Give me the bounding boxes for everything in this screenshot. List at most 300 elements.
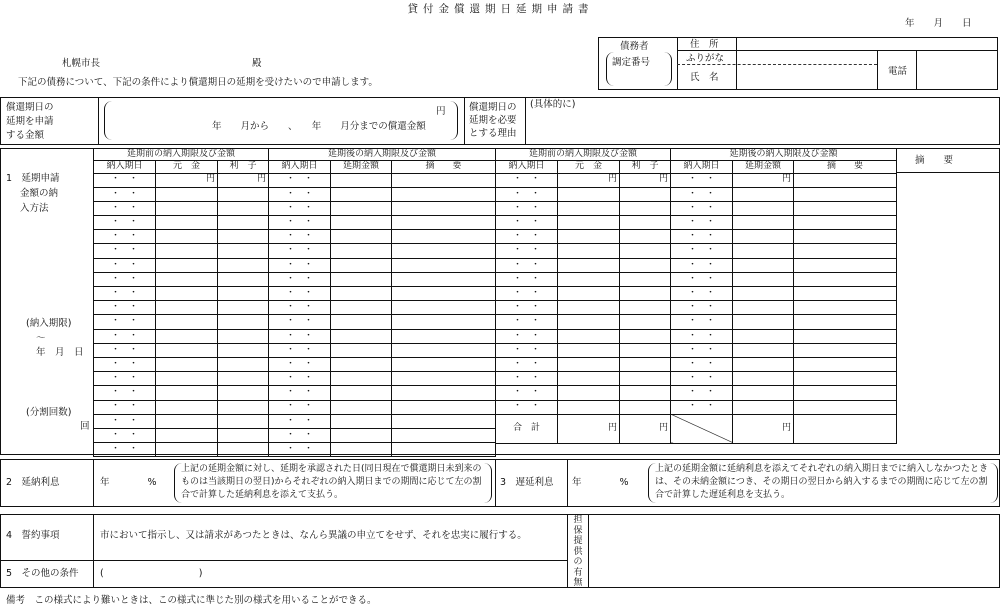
principal-cell[interactable]: [156, 216, 218, 230]
late-interest-text: 上記の延期金額に延納利息を添えてそれぞれの納入期日までに納入しなかつたときは、その未納金額につき、その期日の翌日から納入するまでの期間に応じて左の割合で計算した遅延利息を支払う。: [655, 464, 989, 500]
ext-amount-cell[interactable]: [331, 386, 392, 400]
principal-cell[interactable]: [558, 216, 620, 230]
interest-cell[interactable]: [620, 287, 671, 301]
principal-cell[interactable]: [558, 329, 620, 343]
ext-amount-cell[interactable]: [331, 428, 392, 442]
note-cell[interactable]: [794, 400, 897, 414]
reason-label: 償還期日の 延期を必要 とする理由: [469, 102, 517, 139]
note-cell[interactable]: [392, 173, 496, 187]
interest-cell[interactable]: [620, 201, 671, 215]
ext-amount-cell[interactable]: [733, 201, 794, 215]
interest-cell[interactable]: [218, 187, 269, 201]
ext-amount-cell[interactable]: [331, 287, 392, 301]
form-title: 貸付金償還期日延期申請書: [407, 3, 594, 15]
note-cell[interactable]: [794, 329, 897, 343]
table-row: [94, 201, 496, 215]
due-date-cell[interactable]: ・ ・: [94, 372, 156, 386]
new-due-date-cell[interactable]: ・ ・: [671, 230, 733, 244]
ext-amount-cell[interactable]: [733, 386, 794, 400]
ext-amount-cell[interactable]: [733, 187, 794, 201]
principal-cell[interactable]: [558, 357, 620, 371]
new-due-date-cell[interactable]: ・ ・: [269, 343, 331, 357]
principal-cell[interactable]: [558, 400, 620, 414]
principal-cell[interactable]: [156, 301, 218, 315]
amount-yen: 円: [436, 106, 446, 117]
new-due-date-cell[interactable]: ・ ・: [671, 201, 733, 215]
principal-cell[interactable]: [156, 414, 218, 428]
principal-cell[interactable]: [156, 201, 218, 215]
total-ext-amount[interactable]: 円: [733, 414, 794, 443]
interest-cell[interactable]: [218, 201, 269, 215]
term-wave: 〜: [36, 333, 46, 344]
table-row: [496, 201, 897, 215]
ext-amount-cell[interactable]: [331, 301, 392, 315]
principal-cell[interactable]: [558, 258, 620, 272]
due-date-cell[interactable]: ・ ・: [94, 329, 156, 343]
new-due-date-cell[interactable]: ・ ・: [269, 301, 331, 315]
interest-cell[interactable]: [218, 428, 269, 442]
ext-amount-cell[interactable]: [331, 272, 392, 286]
principal-cell[interactable]: [558, 272, 620, 286]
principal-cell[interactable]: [558, 187, 620, 201]
new-due-date-cell[interactable]: ・ ・: [269, 443, 331, 457]
note-cell[interactable]: [392, 400, 496, 414]
due-date-cell[interactable]: ・ ・: [496, 329, 558, 343]
note-cell[interactable]: [392, 244, 496, 258]
new-due-date-cell[interactable]: ・ ・: [269, 258, 331, 272]
ext-amount-cell[interactable]: [733, 400, 794, 414]
table-row: [94, 272, 496, 286]
new-due-date-cell[interactable]: ・ ・: [671, 216, 733, 230]
total-note[interactable]: [794, 414, 897, 443]
total-interest[interactable]: 円: [620, 414, 671, 443]
table-row: [94, 372, 496, 386]
due-date-cell[interactable]: ・ ・: [496, 343, 558, 357]
due-date-cell[interactable]: ・ ・: [496, 386, 558, 400]
principal-cell[interactable]: [156, 187, 218, 201]
note-cell[interactable]: [392, 272, 496, 286]
due-date-cell[interactable]: ・ ・: [496, 315, 558, 329]
due-date-cell[interactable]: ・ ・: [94, 428, 156, 442]
interest-cell[interactable]: [218, 400, 269, 414]
due-date-cell[interactable]: ・ ・: [496, 187, 558, 201]
principal-cell[interactable]: [156, 272, 218, 286]
payment-label: 1 延期申請 金額の納 入方法: [6, 173, 60, 214]
schedule-table-right: [495, 148, 897, 444]
ext-amount-cell[interactable]: [331, 443, 392, 457]
note-cell[interactable]: [392, 230, 496, 244]
new-due-date-cell[interactable]: ・ ・: [671, 386, 733, 400]
principal-cell[interactable]: [558, 386, 620, 400]
collateral-label: 担保提供の有無: [573, 515, 583, 588]
principal-cell[interactable]: [156, 443, 218, 457]
interest-cell[interactable]: [218, 372, 269, 386]
due-date-cell[interactable]: ・ ・: [94, 201, 156, 215]
principal-cell[interactable]: [156, 258, 218, 272]
due-date-cell[interactable]: ・ ・: [496, 230, 558, 244]
col-note-right: 摘 要: [794, 161, 897, 173]
ext-amount-cell[interactable]: 円: [733, 173, 794, 187]
interest-cell[interactable]: [218, 343, 269, 357]
table-row: [94, 386, 496, 400]
col-ext-amount-right: 延期金額: [733, 161, 794, 173]
table-row: [496, 386, 897, 400]
ext-amount-cell[interactable]: [331, 400, 392, 414]
table-row: [94, 244, 496, 258]
new-due-date-cell[interactable]: ・ ・: [671, 173, 733, 187]
note-cell[interactable]: [392, 357, 496, 371]
new-due-date-cell[interactable]: ・ ・: [671, 287, 733, 301]
due-date-cell[interactable]: ・ ・: [94, 187, 156, 201]
interest-cell[interactable]: [620, 244, 671, 258]
new-due-date-cell[interactable]: ・ ・: [269, 428, 331, 442]
interest-cell[interactable]: [218, 357, 269, 371]
due-date-cell[interactable]: ・ ・: [94, 357, 156, 371]
note-cell[interactable]: [392, 216, 496, 230]
table-row: [496, 372, 897, 386]
ext-amount-cell[interactable]: [733, 315, 794, 329]
interest-cell[interactable]: [620, 187, 671, 201]
table-row: [94, 400, 496, 414]
new-due-date-cell[interactable]: ・ ・: [269, 201, 331, 215]
ext-amount-cell[interactable]: [733, 216, 794, 230]
ext-amount-cell[interactable]: [331, 357, 392, 371]
amount-period: 年 月から 、 年 月分までの償還金額: [212, 121, 426, 132]
note-cell[interactable]: [794, 244, 897, 258]
due-date-cell[interactable]: ・ ・: [94, 244, 156, 258]
note-cell[interactable]: [794, 230, 897, 244]
interest-cell[interactable]: [218, 230, 269, 244]
note-cell[interactable]: [392, 329, 496, 343]
due-date-cell[interactable]: ・ ・: [496, 301, 558, 315]
due-date-cell[interactable]: ・ ・: [496, 244, 558, 258]
name-label: 氏 名: [690, 72, 719, 83]
note-cell[interactable]: [794, 201, 897, 215]
note-cell[interactable]: [392, 443, 496, 457]
note-cell[interactable]: [794, 372, 897, 386]
ext-amount-cell[interactable]: [733, 372, 794, 386]
note-cell[interactable]: [392, 372, 496, 386]
new-due-date-cell[interactable]: ・ ・: [269, 287, 331, 301]
table-row: [496, 216, 897, 230]
interest-label: 2 延納利息: [6, 477, 60, 488]
interest-cell[interactable]: [620, 386, 671, 400]
ext-amount-cell[interactable]: [331, 187, 392, 201]
intro-text: 下記の債務について、下記の条件により償還期日の延期を受けたいので申請します。: [18, 77, 378, 88]
due-date-cell[interactable]: ・ ・: [496, 201, 558, 215]
note-cell[interactable]: [392, 428, 496, 442]
table-row: [94, 173, 496, 187]
ext-amount-cell[interactable]: [733, 301, 794, 315]
principal-cell[interactable]: [558, 287, 620, 301]
due-date-cell[interactable]: ・ ・: [94, 414, 156, 428]
due-date-cell[interactable]: ・ ・: [94, 443, 156, 457]
ext-amount-cell[interactable]: [733, 244, 794, 258]
term-date: 年 月 日: [36, 347, 84, 358]
after-header-right: 延期後の納入期限及び金額: [671, 149, 897, 161]
due-date-cell[interactable]: ・ ・: [94, 301, 156, 315]
date-label: 年 月 日: [905, 18, 972, 29]
col-interest: 利 子: [218, 161, 269, 173]
note-cell[interactable]: [794, 343, 897, 357]
table-row: [94, 230, 496, 244]
honorific: 殿: [252, 58, 262, 69]
ext-amount-cell[interactable]: [733, 343, 794, 357]
due-date-cell[interactable]: ・ ・: [94, 386, 156, 400]
principal-cell[interactable]: [156, 315, 218, 329]
interest-cell[interactable]: [218, 287, 269, 301]
principal-cell[interactable]: [156, 372, 218, 386]
new-due-date-cell[interactable]: ・ ・: [671, 301, 733, 315]
note-cell[interactable]: [794, 272, 897, 286]
note-cell[interactable]: [794, 287, 897, 301]
due-date-cell[interactable]: ・ ・: [94, 230, 156, 244]
ext-amount-cell[interactable]: [733, 329, 794, 343]
new-due-date-cell[interactable]: ・ ・: [269, 414, 331, 428]
col-due-after-right: 納入期日: [671, 161, 733, 173]
note-cell[interactable]: [794, 187, 897, 201]
new-due-date-cell[interactable]: ・ ・: [671, 272, 733, 286]
principal-cell[interactable]: [156, 386, 218, 400]
note-cell[interactable]: [392, 301, 496, 315]
interest-cell[interactable]: [620, 372, 671, 386]
new-due-date-cell[interactable]: ・ ・: [269, 244, 331, 258]
due-date-cell[interactable]: ・ ・: [94, 272, 156, 286]
new-due-date-cell[interactable]: ・ ・: [671, 315, 733, 329]
due-date-cell[interactable]: ・ ・: [94, 400, 156, 414]
note-cell[interactable]: [392, 258, 496, 272]
due-date-cell[interactable]: ・ ・: [94, 258, 156, 272]
due-date-cell[interactable]: ・ ・: [94, 315, 156, 329]
col-due: 納入期日: [94, 161, 156, 173]
due-date-cell[interactable]: ・ ・: [94, 173, 156, 187]
principal-cell[interactable]: [156, 357, 218, 371]
interest-cell[interactable]: [218, 216, 269, 230]
new-due-date-cell[interactable]: ・ ・: [269, 315, 331, 329]
total-row: [496, 414, 897, 443]
interest-cell[interactable]: [620, 301, 671, 315]
ext-amount-cell[interactable]: [733, 272, 794, 286]
pledge-text: 市において指示し、又は請求があつたときは、なんら異議の申立てをせず、それを忠実に履行する。: [100, 530, 527, 541]
note-cell[interactable]: [794, 386, 897, 400]
ext-amount-cell[interactable]: [331, 216, 392, 230]
furigana-label: ふりがな: [686, 53, 725, 64]
pledge-label: 4 誓約事項: [6, 530, 60, 541]
principal-cell[interactable]: [558, 315, 620, 329]
ext-amount-cell[interactable]: [733, 230, 794, 244]
due-date-cell[interactable]: ・ ・: [496, 287, 558, 301]
table-row: [94, 216, 496, 230]
interest-cell[interactable]: [218, 301, 269, 315]
schedule-table-left: [93, 148, 496, 457]
amount-label: 償還期日の 延期を申請 する金額: [6, 102, 54, 141]
principal-cell[interactable]: [156, 287, 218, 301]
ext-amount-cell[interactable]: [331, 244, 392, 258]
new-due-date-cell[interactable]: ・ ・: [671, 329, 733, 343]
col-principal-right: 元 金: [558, 161, 620, 173]
new-due-date-cell[interactable]: ・ ・: [269, 187, 331, 201]
interest-cell[interactable]: [620, 400, 671, 414]
col-principal: 元 金: [156, 161, 218, 173]
new-due-date-cell[interactable]: ・ ・: [269, 272, 331, 286]
note-cell[interactable]: [392, 287, 496, 301]
interest-cell[interactable]: [620, 343, 671, 357]
principal-cell[interactable]: [156, 230, 218, 244]
principal-cell[interactable]: [156, 343, 218, 357]
table-row: [496, 329, 897, 343]
footnote: 備考 この様式により難いときは、この様式に準じた別の様式を用いることができる。: [6, 595, 377, 606]
after-header: 延期後の納入期限及び金額: [269, 149, 496, 161]
interest-cell[interactable]: [620, 329, 671, 343]
col-due-right: 納入期日: [496, 161, 558, 173]
interest-cell[interactable]: 円: [620, 173, 671, 187]
table-row: [94, 258, 496, 272]
due-date-cell[interactable]: ・ ・: [496, 258, 558, 272]
new-due-date-cell[interactable]: ・ ・: [671, 258, 733, 272]
interest-cell[interactable]: [218, 244, 269, 258]
table-row: [496, 287, 897, 301]
interest-cell[interactable]: [620, 216, 671, 230]
interest-cell[interactable]: [218, 443, 269, 457]
principal-cell[interactable]: 円: [558, 173, 620, 187]
due-date-cell[interactable]: ・ ・: [496, 400, 558, 414]
ext-amount-cell[interactable]: [331, 173, 392, 187]
table-row: [94, 301, 496, 315]
due-date-cell[interactable]: ・ ・: [496, 216, 558, 230]
new-due-date-cell[interactable]: ・ ・: [269, 357, 331, 371]
interest-cell[interactable]: [218, 272, 269, 286]
note-cell[interactable]: [794, 258, 897, 272]
new-due-date-cell[interactable]: ・ ・: [671, 343, 733, 357]
ext-amount-cell[interactable]: [331, 315, 392, 329]
debtor-number-label: 調定番号: [612, 57, 651, 68]
new-due-date-cell[interactable]: ・ ・: [671, 400, 733, 414]
total-label: 合 計: [496, 414, 558, 443]
new-due-date-cell[interactable]: ・ ・: [671, 372, 733, 386]
principal-cell[interactable]: [156, 329, 218, 343]
note-cell[interactable]: [794, 301, 897, 315]
table-row: [496, 357, 897, 371]
interest-cell[interactable]: [620, 230, 671, 244]
ext-amount-cell[interactable]: [331, 329, 392, 343]
note-cell[interactable]: [794, 216, 897, 230]
note-cell[interactable]: [392, 315, 496, 329]
ext-amount-cell[interactable]: [331, 372, 392, 386]
count-unit: 回: [80, 421, 90, 432]
ext-amount-cell[interactable]: [733, 258, 794, 272]
table-row: [94, 443, 496, 457]
col-due-after: 納入期日: [269, 161, 331, 173]
note-cell[interactable]: [392, 187, 496, 201]
table-row: [496, 173, 897, 187]
table-row: [496, 400, 897, 414]
total-blank-cell: [671, 414, 733, 443]
principal-cell[interactable]: [558, 301, 620, 315]
principal-cell[interactable]: [558, 372, 620, 386]
table-row: [94, 414, 496, 428]
table-row: [94, 315, 496, 329]
debtor-label: 債務者: [620, 41, 649, 52]
due-date-cell[interactable]: ・ ・: [94, 343, 156, 357]
interest-cell[interactable]: [620, 258, 671, 272]
interest-cell[interactable]: [620, 357, 671, 371]
note-cell[interactable]: [794, 173, 897, 187]
interest-cell[interactable]: [218, 315, 269, 329]
new-due-date-cell[interactable]: ・ ・: [671, 244, 733, 258]
interest-cell[interactable]: [620, 272, 671, 286]
table-row: [496, 230, 897, 244]
note-cell[interactable]: [392, 414, 496, 428]
col-interest-right: 利 子: [620, 161, 671, 173]
interest-cell[interactable]: [218, 386, 269, 400]
due-date-cell[interactable]: ・ ・: [94, 287, 156, 301]
ext-amount-cell[interactable]: [331, 343, 392, 357]
new-due-date-cell[interactable]: ・ ・: [671, 187, 733, 201]
before-header: 延期前の納入期限及び金額: [94, 149, 269, 161]
due-date-cell[interactable]: ・ ・: [94, 216, 156, 230]
table-row: [496, 187, 897, 201]
new-due-date-cell[interactable]: ・ ・: [269, 173, 331, 187]
principal-cell[interactable]: [558, 230, 620, 244]
note-cell[interactable]: [392, 386, 496, 400]
before-header-right: 延期前の納入期限及び金額: [496, 149, 671, 161]
principal-cell[interactable]: [558, 244, 620, 258]
late-interest-rate: 年 %: [572, 477, 629, 488]
ext-amount-cell[interactable]: [331, 201, 392, 215]
principal-cell[interactable]: [156, 244, 218, 258]
ext-amount-cell[interactable]: [331, 258, 392, 272]
ext-amount-cell[interactable]: [331, 230, 392, 244]
total-principal[interactable]: 円: [558, 414, 620, 443]
new-due-date-cell[interactable]: ・ ・: [671, 357, 733, 371]
other-label: 5 その他の条件: [6, 568, 79, 579]
due-date-cell[interactable]: ・ ・: [496, 272, 558, 286]
new-due-date-cell[interactable]: ・ ・: [269, 372, 331, 386]
ext-amount-cell[interactable]: [331, 414, 392, 428]
due-date-cell[interactable]: ・ ・: [496, 357, 558, 371]
principal-cell[interactable]: [156, 428, 218, 442]
note-cell[interactable]: [794, 357, 897, 371]
principal-cell[interactable]: 円: [156, 173, 218, 187]
table-row: [496, 244, 897, 258]
new-due-date-cell[interactable]: ・ ・: [269, 400, 331, 414]
ext-amount-cell[interactable]: [733, 357, 794, 371]
note-cell[interactable]: [794, 315, 897, 329]
interest-cell[interactable]: [218, 258, 269, 272]
interest-cell[interactable]: [218, 329, 269, 343]
note-cell[interactable]: [392, 201, 496, 215]
interest-cell[interactable]: [218, 414, 269, 428]
due-date-cell[interactable]: ・ ・: [496, 372, 558, 386]
new-due-date-cell[interactable]: ・ ・: [269, 329, 331, 343]
principal-cell[interactable]: [558, 343, 620, 357]
new-due-date-cell[interactable]: ・ ・: [269, 230, 331, 244]
ext-amount-cell[interactable]: [733, 287, 794, 301]
new-due-date-cell[interactable]: ・ ・: [269, 216, 331, 230]
table-row: [94, 287, 496, 301]
new-due-date-cell[interactable]: ・ ・: [269, 386, 331, 400]
due-date-cell[interactable]: ・ ・: [496, 173, 558, 187]
term-label: (納入期限): [26, 318, 72, 329]
note-cell[interactable]: [392, 343, 496, 357]
principal-cell[interactable]: [558, 201, 620, 215]
interest-cell[interactable]: 円: [218, 173, 269, 187]
reason-hint: (具体的に): [530, 99, 576, 110]
other-value: ( ): [100, 568, 203, 579]
principal-cell[interactable]: [156, 400, 218, 414]
col-note: 摘 要: [392, 161, 496, 173]
interest-cell[interactable]: [620, 315, 671, 329]
